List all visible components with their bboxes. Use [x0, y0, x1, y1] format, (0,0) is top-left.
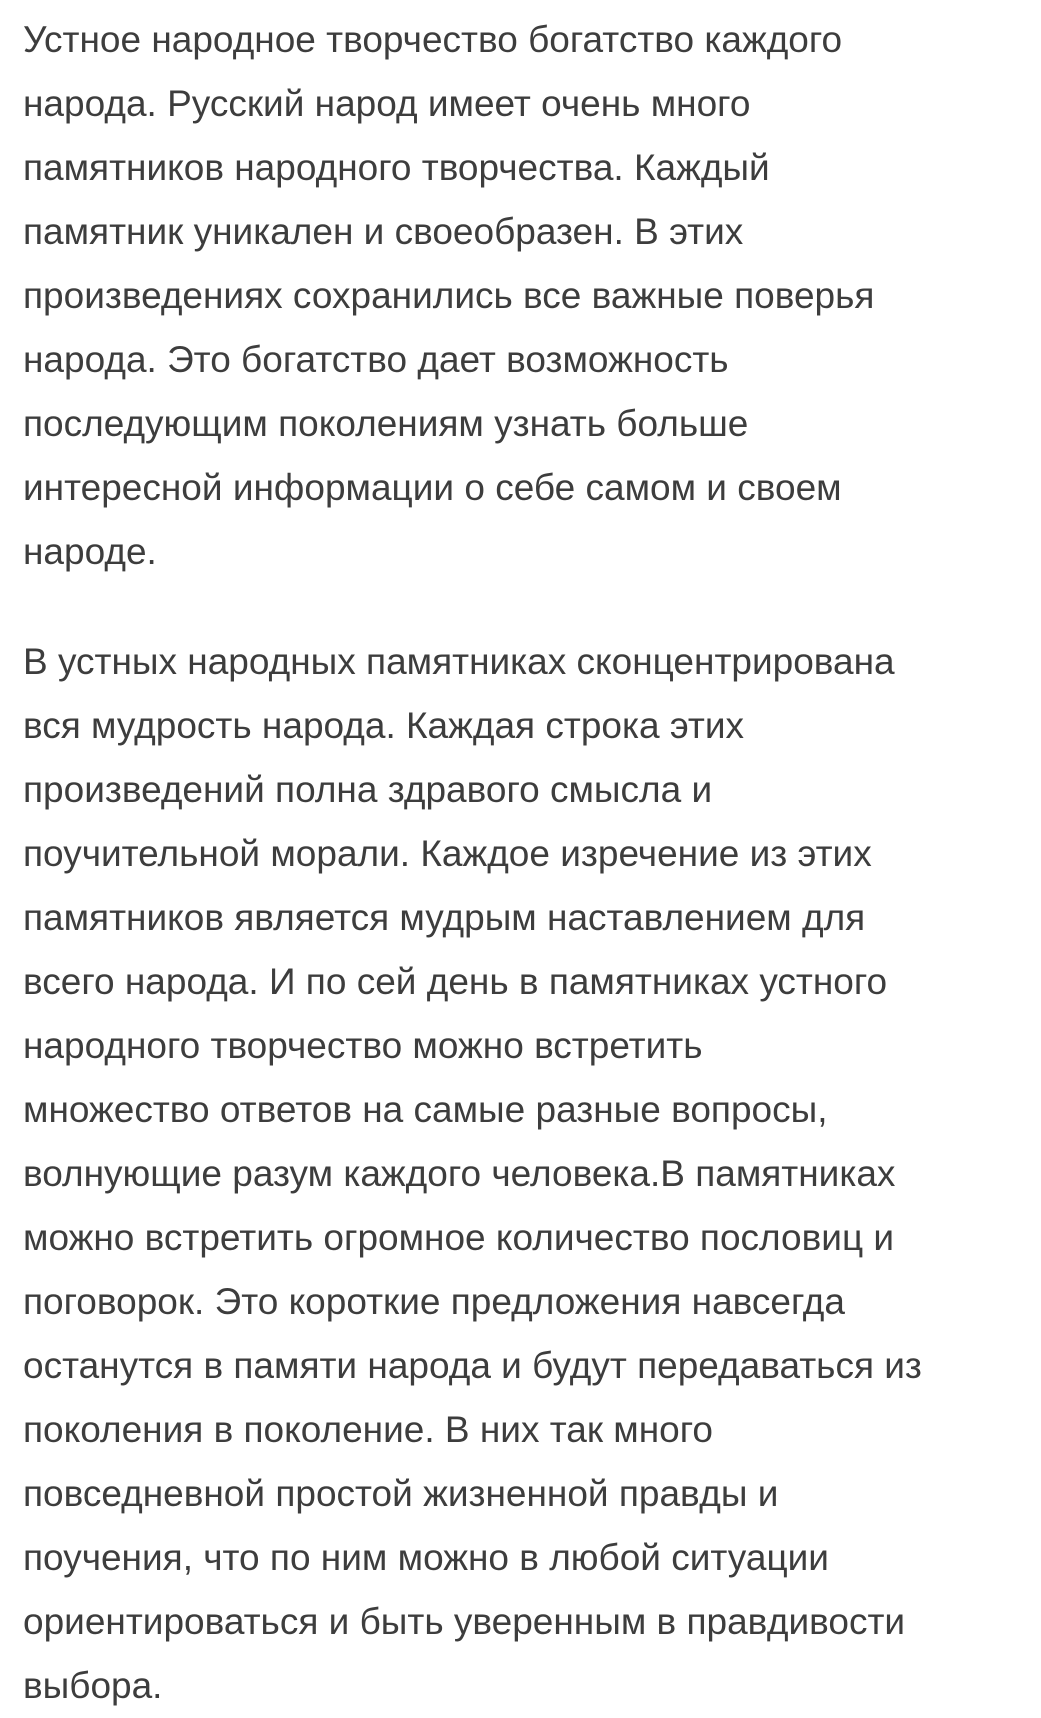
- text-line: всего народа. И по сей день в памятниках устного: [23, 961, 888, 1002]
- text-line: последующим поколениям узнать больше: [23, 403, 749, 444]
- text-line: множество ответов на самые разные вопросы,: [23, 1089, 828, 1130]
- text-line: памятников является мудрым наставлением для: [23, 897, 866, 938]
- text-line: выбора.: [23, 1665, 163, 1706]
- text-line: ориентироваться и быть уверенным в правдивости: [23, 1601, 906, 1642]
- text-line: произведениях сохранились все важные поверья: [23, 275, 875, 316]
- text-line: волнующие разум каждого человека.В памятниках: [23, 1153, 896, 1194]
- text-line: поучения, что по ним можно в любой ситуации: [23, 1537, 829, 1578]
- text-line: памятников народного творчества. Каждый: [23, 147, 770, 188]
- text-line: повседневной простой жизненной правды и: [23, 1473, 779, 1514]
- text-line: народа. Русский народ имеет очень много: [23, 83, 751, 124]
- text-line: Устное народное творчество богатство каждого: [23, 19, 843, 60]
- text-line: В устных народных памятниках сконцентрирована: [23, 641, 895, 682]
- paragraph-spacer: [23, 584, 1031, 630]
- text-line: вся мудрость народа. Каждая строка этих: [23, 705, 745, 746]
- text-line: народе.: [23, 531, 157, 572]
- text-line: народного творчество можно встретить: [23, 1025, 703, 1066]
- text-line: памятник уникален и своеобразен. В этих: [23, 211, 744, 252]
- text-line: интересной информации о себе самом и своем: [23, 467, 842, 508]
- text-line: произведений полна здравого смысла и: [23, 769, 713, 810]
- paragraph-2: [23, 630, 1031, 1718]
- text-line: поколения в поколение. В них так много: [23, 1409, 714, 1450]
- text-line: можно встретить огромное количество пословиц и: [23, 1217, 895, 1258]
- text-line: поучительной морали. Каждое изречение из этих: [23, 833, 872, 874]
- text-line: останутся в памяти народа и будут передаваться из: [23, 1345, 922, 1386]
- text-line: народа. Это богатство дает возможность: [23, 339, 729, 380]
- paragraph-1: [23, 8, 1031, 584]
- text-line: поговорок. Это короткие предложения навсегда: [23, 1281, 845, 1322]
